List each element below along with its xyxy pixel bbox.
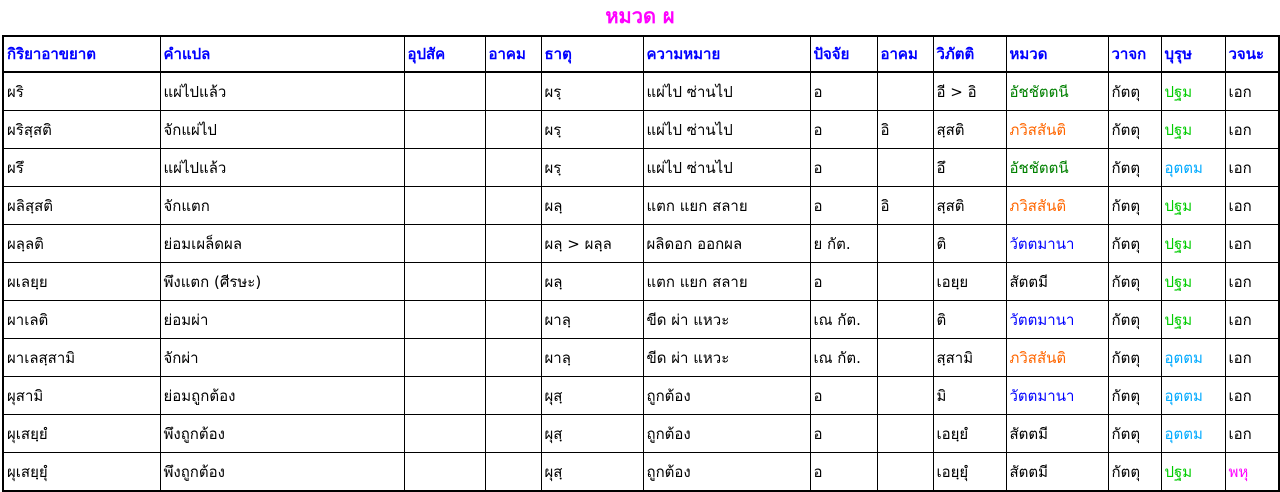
group-cell: ภวิสสันติ bbox=[1006, 339, 1108, 377]
table-row bbox=[3, 187, 1279, 225]
augment2-cell bbox=[877, 72, 933, 111]
table-row bbox=[3, 377, 1279, 415]
voice-cell: กัตตุ bbox=[1108, 377, 1161, 415]
translation-cell: แผ่ไปแล้ว bbox=[160, 72, 404, 111]
augment-cell bbox=[485, 415, 541, 453]
voice-cell: กัตตุ bbox=[1108, 339, 1161, 377]
suffix-cell: อ bbox=[810, 263, 877, 301]
suffix-cell: ย กัต. bbox=[810, 225, 877, 263]
number-cell: เอก bbox=[1225, 111, 1279, 149]
augment2-cell bbox=[877, 453, 933, 492]
voice-cell: กัตตุ bbox=[1108, 111, 1161, 149]
root-cell: ผลฺ > ผลฺล bbox=[541, 225, 643, 263]
number-cell: เอก bbox=[1225, 339, 1279, 377]
root-cell: ผุสฺ bbox=[541, 415, 643, 453]
group-cell: อัชชัตตนี bbox=[1006, 149, 1108, 187]
meaning-cell: ถูกต้อง bbox=[643, 377, 810, 415]
ending-cell: เอยฺย bbox=[933, 263, 1006, 301]
augment2-header: อาคม bbox=[877, 36, 933, 72]
ending-cell: เอยฺยํ bbox=[933, 415, 1006, 453]
suffix-cell: เณ กัต. bbox=[810, 339, 877, 377]
suffix-header: ปัจจัย bbox=[810, 36, 877, 72]
verb-cell: ผลฺลติ bbox=[3, 225, 160, 263]
translation-cell: ย่อมถูกต้อง bbox=[160, 377, 404, 415]
root-cell: ผาลฺ bbox=[541, 339, 643, 377]
voice-cell: กัตตุ bbox=[1108, 149, 1161, 187]
root-cell: ผุสฺ bbox=[541, 377, 643, 415]
augment-cell bbox=[485, 225, 541, 263]
suffix-cell: อ bbox=[810, 453, 877, 492]
augment2-cell bbox=[877, 339, 933, 377]
augment2-cell: อิ bbox=[877, 111, 933, 149]
person-cell: อุตตม bbox=[1161, 149, 1225, 187]
ending-cell: สฺสติ bbox=[933, 111, 1006, 149]
person-cell: อุตตม bbox=[1161, 377, 1225, 415]
prefix-cell bbox=[404, 263, 485, 301]
augment-cell bbox=[485, 111, 541, 149]
page-title: หมวด ผ bbox=[605, 4, 675, 28]
voice-cell: กัตตุ bbox=[1108, 187, 1161, 225]
augment-header: อาคม bbox=[485, 36, 541, 72]
suffix-cell: อ bbox=[810, 72, 877, 111]
number-cell: เอก bbox=[1225, 301, 1279, 339]
number-cell: เอก bbox=[1225, 72, 1279, 111]
group-cell: วัตตมานา bbox=[1006, 301, 1108, 339]
verb-cell: ผาเลสฺสามิ bbox=[3, 339, 160, 377]
translation-cell: จักแผ่ไป bbox=[160, 111, 404, 149]
prefix-cell bbox=[404, 72, 485, 111]
person-cell: ปฐม bbox=[1161, 453, 1225, 492]
ending-cell: อึ bbox=[933, 149, 1006, 187]
number-cell: พหุ bbox=[1225, 453, 1279, 492]
table-row bbox=[3, 149, 1279, 187]
meaning-cell: ถูกต้อง bbox=[643, 453, 810, 492]
voice-cell: กัตตุ bbox=[1108, 453, 1161, 492]
prefix-cell bbox=[404, 225, 485, 263]
voice-cell: กัตตุ bbox=[1108, 263, 1161, 301]
root-cell: ผรฺ bbox=[541, 72, 643, 111]
augment-cell bbox=[485, 453, 541, 492]
augment-cell bbox=[485, 72, 541, 111]
verb-cell: ผาเลติ bbox=[3, 301, 160, 339]
ending-cell: สฺสามิ bbox=[933, 339, 1006, 377]
person-cell: ปฐม bbox=[1161, 225, 1225, 263]
prefix-cell bbox=[404, 149, 485, 187]
prefix-cell bbox=[404, 187, 485, 225]
ending-cell: อี > อิ bbox=[933, 72, 1006, 111]
ending-cell: ติ bbox=[933, 301, 1006, 339]
translation-cell: พึงแตก (ศีรษะ) bbox=[160, 263, 404, 301]
prefix-cell bbox=[404, 339, 485, 377]
verb-cell: ผลิสฺสติ bbox=[3, 187, 160, 225]
meaning-cell: แผ่ไป ซ่านไป bbox=[643, 149, 810, 187]
group-cell: สัตตมี bbox=[1006, 263, 1108, 301]
number-cell: เอก bbox=[1225, 187, 1279, 225]
person-cell: ปฐม bbox=[1161, 111, 1225, 149]
table-row bbox=[3, 415, 1279, 453]
person-cell: อุตตม bbox=[1161, 415, 1225, 453]
augment-cell bbox=[485, 377, 541, 415]
verb-cell: ผริ bbox=[3, 72, 160, 111]
table-body bbox=[3, 72, 1279, 491]
translation-cell: จักผ่า bbox=[160, 339, 404, 377]
ending-cell: สฺสติ bbox=[933, 187, 1006, 225]
suffix-cell: อ bbox=[810, 149, 877, 187]
voice-header: วาจก bbox=[1108, 36, 1161, 72]
conjugation-table bbox=[2, 35, 1280, 492]
translation-cell: พึงถูกต้อง bbox=[160, 415, 404, 453]
augment2-cell bbox=[877, 263, 933, 301]
meaning-cell: แผ่ไป ซ่านไป bbox=[643, 72, 810, 111]
ending-cell: มิ bbox=[933, 377, 1006, 415]
augment2-cell: อิ bbox=[877, 187, 933, 225]
voice-cell: กัตตุ bbox=[1108, 72, 1161, 111]
meaning-header: ความหมาย bbox=[643, 36, 810, 72]
number-header: วจนะ bbox=[1225, 36, 1279, 72]
augment2-cell bbox=[877, 225, 933, 263]
header-row bbox=[3, 36, 1279, 72]
meaning-cell: ผลิดอก ออกผล bbox=[643, 225, 810, 263]
root-cell: ผลฺ bbox=[541, 187, 643, 225]
augment2-cell bbox=[877, 301, 933, 339]
table-row bbox=[3, 263, 1279, 301]
augment-cell bbox=[485, 339, 541, 377]
group-cell: วัตตมานา bbox=[1006, 377, 1108, 415]
person-cell: ปฐม bbox=[1161, 301, 1225, 339]
group-cell: สัตตมี bbox=[1006, 415, 1108, 453]
person-cell: อุตตม bbox=[1161, 339, 1225, 377]
meaning-cell: แผ่ไป ซ่านไป bbox=[643, 111, 810, 149]
suffix-cell: อ bbox=[810, 415, 877, 453]
group-cell: ภวิสสันติ bbox=[1006, 111, 1108, 149]
table-row bbox=[3, 453, 1279, 492]
ending-cell: เอยฺยุํ bbox=[933, 453, 1006, 492]
augment-cell bbox=[485, 149, 541, 187]
root-cell: ผุสฺ bbox=[541, 453, 643, 492]
prefix-cell bbox=[404, 377, 485, 415]
group-cell: อัชชัตตนี bbox=[1006, 72, 1108, 111]
person-cell: ปฐม bbox=[1161, 263, 1225, 301]
number-cell: เอก bbox=[1225, 225, 1279, 263]
augment2-cell bbox=[877, 149, 933, 187]
translation-cell: ย่อมผ่า bbox=[160, 301, 404, 339]
verb-cell: ผริสฺสติ bbox=[3, 111, 160, 149]
suffix-cell: อ bbox=[810, 187, 877, 225]
meaning-cell: ถูกต้อง bbox=[643, 415, 810, 453]
person-header: บุรุษ bbox=[1161, 36, 1225, 72]
translation-cell: แผ่ไปแล้ว bbox=[160, 149, 404, 187]
voice-cell: กัตตุ bbox=[1108, 415, 1161, 453]
root-cell: ผรฺ bbox=[541, 149, 643, 187]
root-cell: ผรฺ bbox=[541, 111, 643, 149]
person-cell: ปฐม bbox=[1161, 187, 1225, 225]
table-row bbox=[3, 301, 1279, 339]
verb-cell: ผรึ bbox=[3, 149, 160, 187]
verb-cell: ผเลยฺย bbox=[3, 263, 160, 301]
group-cell: ภวิสสันติ bbox=[1006, 187, 1108, 225]
augment-cell bbox=[485, 301, 541, 339]
prefix-cell bbox=[404, 111, 485, 149]
prefix-header: อุปสัค bbox=[404, 36, 485, 72]
table-row bbox=[3, 339, 1279, 377]
suffix-cell: อ bbox=[810, 377, 877, 415]
verb-cell: ผุเสยฺยุํ bbox=[3, 453, 160, 492]
prefix-cell bbox=[404, 301, 485, 339]
meaning-cell: ขีด ผ่า แหวะ bbox=[643, 339, 810, 377]
prefix-cell bbox=[404, 453, 485, 492]
translation-header: คำแปล bbox=[160, 36, 404, 72]
translation-cell: พึงถูกต้อง bbox=[160, 453, 404, 492]
augment-cell bbox=[485, 263, 541, 301]
augment2-cell bbox=[877, 415, 933, 453]
verb-cell: ผุเสยฺยํ bbox=[3, 415, 160, 453]
prefix-cell bbox=[404, 415, 485, 453]
root-cell: ผลฺ bbox=[541, 263, 643, 301]
augment-cell bbox=[485, 187, 541, 225]
number-cell: เอก bbox=[1225, 149, 1279, 187]
number-cell: เอก bbox=[1225, 377, 1279, 415]
group-header: หมวด bbox=[1006, 36, 1108, 72]
translation-cell: ย่อมเผล็ดผล bbox=[160, 225, 404, 263]
meaning-cell: แตก แยก สลาย bbox=[643, 187, 810, 225]
root-header: ธาตุ bbox=[541, 36, 643, 72]
ending-header: วิภัตติ bbox=[933, 36, 1006, 72]
person-cell: ปฐม bbox=[1161, 72, 1225, 111]
meaning-cell: แตก แยก สลาย bbox=[643, 263, 810, 301]
root-cell: ผาลฺ bbox=[541, 301, 643, 339]
suffix-cell: เณ กัต. bbox=[810, 301, 877, 339]
verb-header: กิริยาอาขยาต bbox=[3, 36, 160, 72]
voice-cell: กัตตุ bbox=[1108, 301, 1161, 339]
table-row bbox=[3, 111, 1279, 149]
table-row bbox=[3, 72, 1279, 111]
number-cell: เอก bbox=[1225, 415, 1279, 453]
group-cell: สัตตมี bbox=[1006, 453, 1108, 492]
table-row bbox=[3, 225, 1279, 263]
ending-cell: ติ bbox=[933, 225, 1006, 263]
suffix-cell: อ bbox=[810, 111, 877, 149]
verb-cell: ผุสามิ bbox=[3, 377, 160, 415]
group-cell: วัตตมานา bbox=[1006, 225, 1108, 263]
voice-cell: กัตตุ bbox=[1108, 225, 1161, 263]
augment2-cell bbox=[877, 377, 933, 415]
meaning-cell: ขีด ผ่า แหวะ bbox=[643, 301, 810, 339]
translation-cell: จักแตก bbox=[160, 187, 404, 225]
number-cell: เอก bbox=[1225, 263, 1279, 301]
